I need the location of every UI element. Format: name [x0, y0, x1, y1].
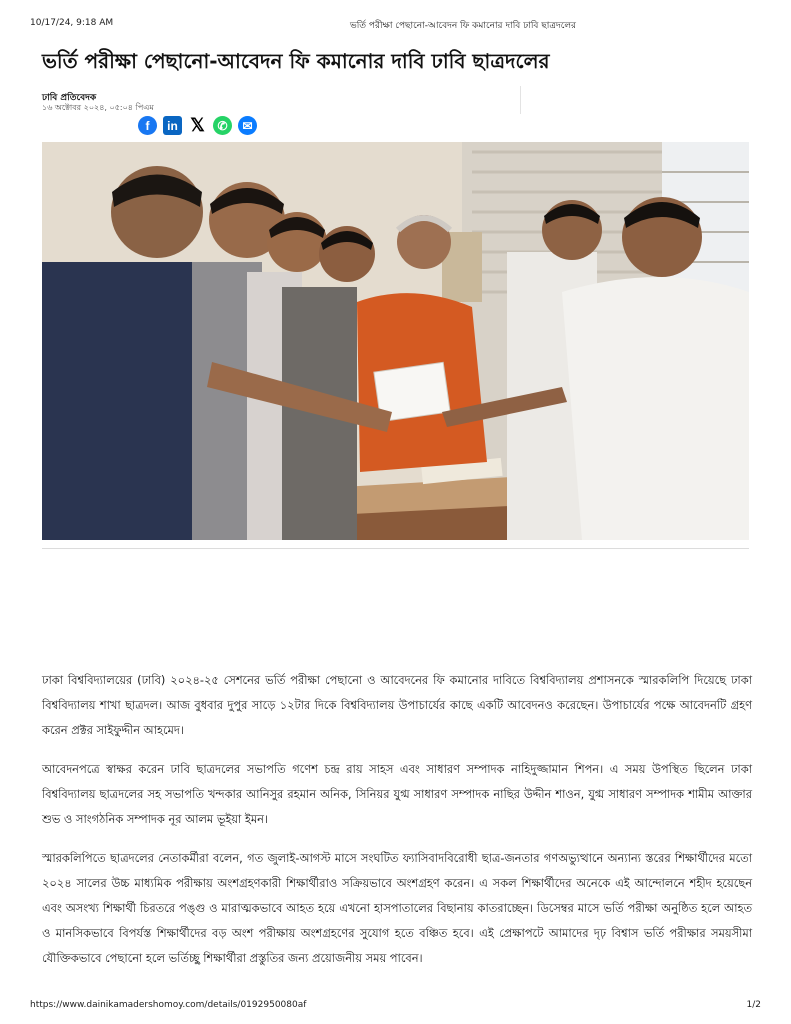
facebook-icon[interactable]: f — [138, 116, 157, 135]
article-body — [42, 668, 752, 985]
divider — [520, 86, 521, 114]
whatsapp-icon[interactable]: ✆ — [213, 116, 232, 135]
x-icon[interactable]: 𝕏 — [188, 116, 207, 135]
article-paragraph: ঢাকা বিশ্ববিদ্যালয়ের (ঢাবি) ২০২৪-২৫ সেশনের ভর্তি পরীক্ষা পেছানো ও আবেদনের ফি কমানোর দাবিতে বিশ্ববিদ্যালয় প্রশাসনকে স্মারকলিপি দিয়েছে ঢাকা বিশ্ববিদ্যালয় শাখা ছাত্রদল। আজ বুধবার দুপুর সাড়ে ১২টার দিকে বিশ্ববিদ্যালয় উপাচার্যের কাছে একটি আবেদনও করেছেন। উপাচার্যের পক্ষে আবেদনটি গ্রহণ করেন প্রক্টর সাইফুদ্দীন আহমেদ। — [42, 673, 752, 737]
article-published-date: ১৬ অক্টোবর ২০২৪, ০৫:০৪ পিএম — [42, 103, 154, 112]
linkedin-icon[interactable]: in — [163, 116, 182, 135]
print-url[interactable]: https://www.dainikamadershomoy.com/details/0192950080af — [30, 1000, 307, 1010]
article-byline[interactable]: ঢাবি প্রতিবেদক — [42, 93, 97, 103]
article-paragraph: আবেদনপত্রে স্বাক্ষর করেন ঢাবি ছাত্রদলের সভাপতি গণেশ চন্দ্র রায় সাহস এবং সাধারণ সম্পাদক নাহিদুজ্জামান শিপন। এ সময় উপস্থিত ছিলেন ঢাকা বিশ্ববিদ্যালয় ছাত্রদলের সহ সভাপতি খন্দকার আনিসুর রহমান অনিক, সিনিয়র যুগ্ম সাধারণ সম্পাদক নাছির উদ্দীন শাওন, যুগ্ম সাধারণ সম্পাদক শামীম আক্তার শুভ ও সাংগঠনিক সম্পাদক নূর আলম ভূইয়া ইমন। — [42, 762, 752, 826]
share-bar — [138, 116, 257, 135]
print-header — [30, 18, 761, 32]
print-page-number: 1/2 — [746, 1000, 761, 1010]
divider — [42, 548, 749, 549]
print-date: 10/17/24, 9:18 AM — [30, 18, 114, 28]
article-photo — [42, 142, 749, 540]
article-headline: ভর্তি পরীক্ষা পেছানো-আবেদন ফি কমানোর দাবি ঢাবি ছাত্রদলের — [42, 49, 550, 73]
print-page-title: ভর্তি পরীক্ষা পেছানো-আবেদন ফি কমানোর দাবি ঢাবি ছাত্রদলের — [350, 21, 576, 31]
messenger-icon[interactable]: ✉ — [238, 116, 257, 135]
article-paragraph: স্মারকলিপিতে ছাত্রদলের নেতাকর্মীরা বলেন, গত জুলাই-আগস্ট মাসে সংঘটিত ফ্যাসিবাদবিরোধী ছাত্র-জনতার গণঅভ্যুত্থানে অন্যান্য স্তরের শিক্ষার্থীদের মতো ২০২৪ সালের উচ্চ মাধ্যমিক পরীক্ষায় অংশগ্রহণকারী শিক্ষার্থীরাও সক্রিয়ভাবে অংশগ্রহণ করেন। এ সকল শিক্ষার্থীদের অনেকে এই আন্দোলনে শহীদ হয়েছেন এবং অসংখ্য শিক্ষার্থী চিরতরে পঙ্গু ও মারাত্মকভাবে আহত হয়ে এখনো হাসপাতালের বিছানায় কাতরাচ্ছেন। ডিসেম্বর মাসে ভর্তি পরীক্ষা অনুষ্ঠিত হলে আহত ও মানসিকভাবে বিপর্যস্ত শিক্ষার্থীদের বড় অংশ পরীক্ষায় অংশগ্রহণের সুযোগ হতে বঞ্চিত হবে। এই প্রেক্ষাপটে আমাদের দৃঢ় বিশ্বাস ভর্তি পরীক্ষার সময়সীমা যৌক্তিকভাবে পেছানো হলে ভর্তিচ্ছু শিক্ষার্থীরা প্রস্তুতির জন্য প্রয়োজনীয় সময় পাবেন। — [42, 851, 752, 965]
